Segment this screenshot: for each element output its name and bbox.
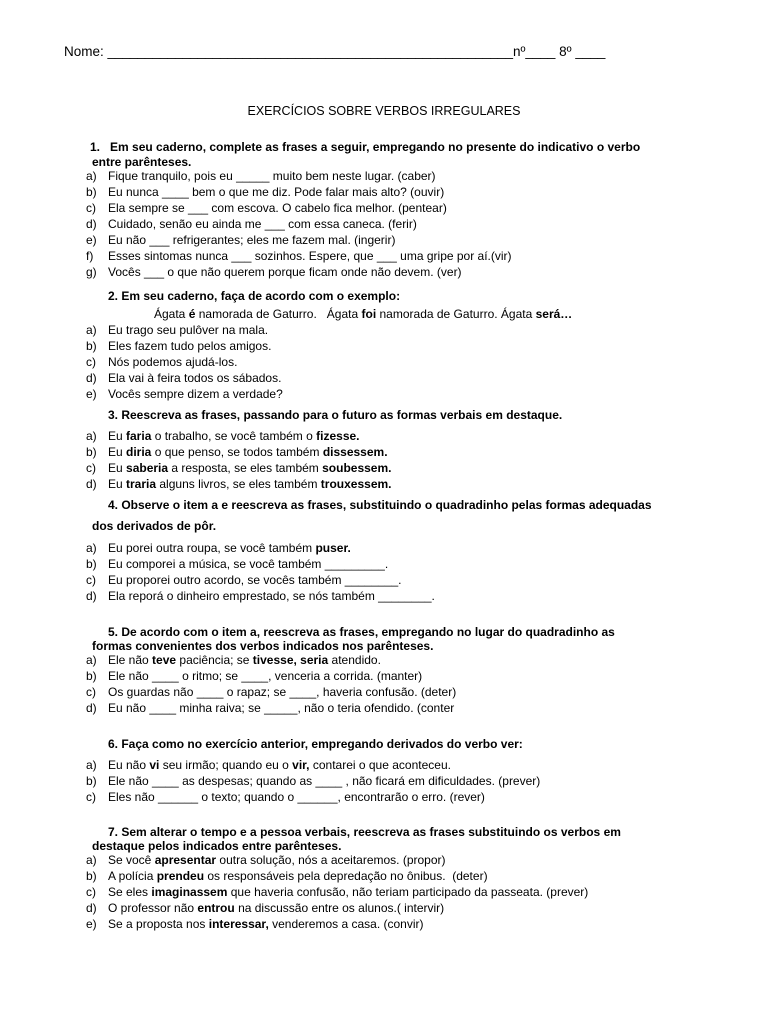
q5-heading-line1: 5. De acordo com o item a, reescreva as frases, empregando no lugar do quadradinho as: [108, 625, 615, 639]
q4-item-d: d) Ela reporá o dinheiro emprestado, se nós também ________.: [86, 589, 435, 603]
name-line: Nome: ______________________________________________________nº____ 8º ____: [64, 44, 606, 59]
page-title: EXERCÍCIOS SOBRE VERBOS IRREGULARES: [247, 104, 521, 118]
q3-item-a: a) Eu faria o trabalho, se você também o fizesse.: [86, 429, 360, 443]
q4-heading-line1: 4. Observe o item a e reescreva as frases, substituindo o quadradinho pelas formas adequadas: [108, 498, 652, 512]
q1-heading-line2: entre parênteses.: [92, 155, 192, 169]
q3-item-d: d) Eu traria alguns livros, se eles também trouxessem.: [86, 477, 392, 491]
q6-item-a: a) Eu não vi seu irmão; quando eu o vir, contarei o que aconteceu.: [86, 758, 451, 772]
q7-item-e: e) Se a proposta nos interessar, venderemos a casa. (convir): [86, 917, 424, 931]
q6-item-b: b) Ele não ____ as despesas; quando as ____ , não ficará em dificuldades. (prever): [86, 774, 541, 788]
q2-item-a: a) Eu trago seu pulôver na mala.: [86, 323, 269, 337]
q2-example: Ágata é namorada de Gaturro. Ágata foi namorada de Gaturro. Ágata será…: [154, 307, 573, 321]
q2-item-c: c) Nós podemos ajudá-los.: [86, 355, 238, 369]
q2-item-d: d) Ela vai à feira todos os sábados.: [86, 371, 282, 385]
q5-item-d: d) Eu não ____ minha raiva; se _____, não o teria ofendido. (conter: [86, 701, 455, 715]
q1-item-c: c) Ela sempre se ___ com escova. O cabelo fica melhor. (pentear): [86, 201, 447, 215]
q7-item-d: d) O professor não entrou na discussão entre os alunos.( intervir): [86, 901, 445, 915]
q6-item-c: c) Eles não ______ o texto; quando o ______, encontrarão o erro. (rever): [86, 790, 485, 804]
q2-item-e: e) Vocês sempre dizem a verdade?: [86, 387, 283, 401]
q4-item-c: c) Eu proporei outro acordo, se vocês também ________.: [86, 573, 402, 587]
q6-heading: 6. Faça como no exercício anterior, empregando derivados do verbo ver:: [108, 737, 523, 751]
q1-heading-line1: 1. Em seu caderno, complete as frases a seguir, empregando no presente do indicativo o verbo: [90, 140, 641, 154]
q5-item-c: c) Os guardas não ____ o rapaz; se ____, haveria confusão. (deter): [86, 685, 457, 699]
q4-item-a: a) Eu porei outra roupa, se você também puser.: [86, 541, 351, 555]
q2-item-b: b) Eles fazem tudo pelos amigos.: [86, 339, 272, 353]
q3-item-c: c) Eu saberia a resposta, se eles também soubessem.: [86, 461, 392, 475]
q1-item-g: g) Vocês ___ o que não querem porque ficam onde não devem. (ver): [86, 265, 462, 279]
q1-item-f: f) Esses sintomas nunca ___ sozinhos. Espere, que ___ uma gripe por aí.(vir): [86, 249, 512, 263]
q4-heading-line2: dos derivados de pôr.: [92, 519, 217, 533]
q7-item-a: a) Se você apresentar outra solução, nós a aceitaremos. (propor): [86, 853, 446, 867]
q1-item-b: b) Eu nunca ____ bem o que me diz. Pode falar mais alto? (ouvir): [86, 185, 445, 199]
q3-item-b: b) Eu diria o que penso, se todos também dissessem.: [86, 445, 388, 459]
q4-item-b: b) Eu comporei a música, se você também _________.: [86, 557, 389, 571]
q1-item-e: e) Eu não ___ refrigerantes; eles me fazem mal. (ingerir): [86, 233, 396, 247]
q7-item-b: b) A polícia prendeu os responsáveis pela depredação no ônibus. (deter): [86, 869, 488, 883]
q5-item-a: a) Ele não teve paciência; se tivesse, seria atendido.: [86, 653, 381, 667]
q5-item-b: b) Ele não ____ o ritmo; se ____, venceria a corrida. (manter): [86, 669, 423, 683]
q7-heading-line1: 7. Sem alterar o tempo e a pessoa verbais, reescreva as frases substituindo os verbos em: [108, 825, 621, 839]
q2-heading: 2. Em seu caderno, faça de acordo com o exemplo:: [108, 289, 401, 303]
q3-heading: 3. Reescreva as frases, passando para o futuro as formas verbais em destaque.: [108, 408, 563, 422]
q1-item-d: d) Cuidado, senão eu ainda me ___ com essa caneca. (ferir): [86, 217, 417, 231]
q5-heading-line2: formas convenientes dos verbos indicados nos parênteses.: [92, 639, 434, 653]
q1-item-a: a) Fique tranquilo, pois eu _____ muito bem neste lugar. (caber): [86, 169, 436, 183]
q7-item-c: c) Se eles imaginassem que haveria confusão, não teriam participado da passeata. (prever): [86, 885, 589, 899]
q7-heading-line2: destaque pelos indicados entre parênteses.: [92, 839, 342, 853]
